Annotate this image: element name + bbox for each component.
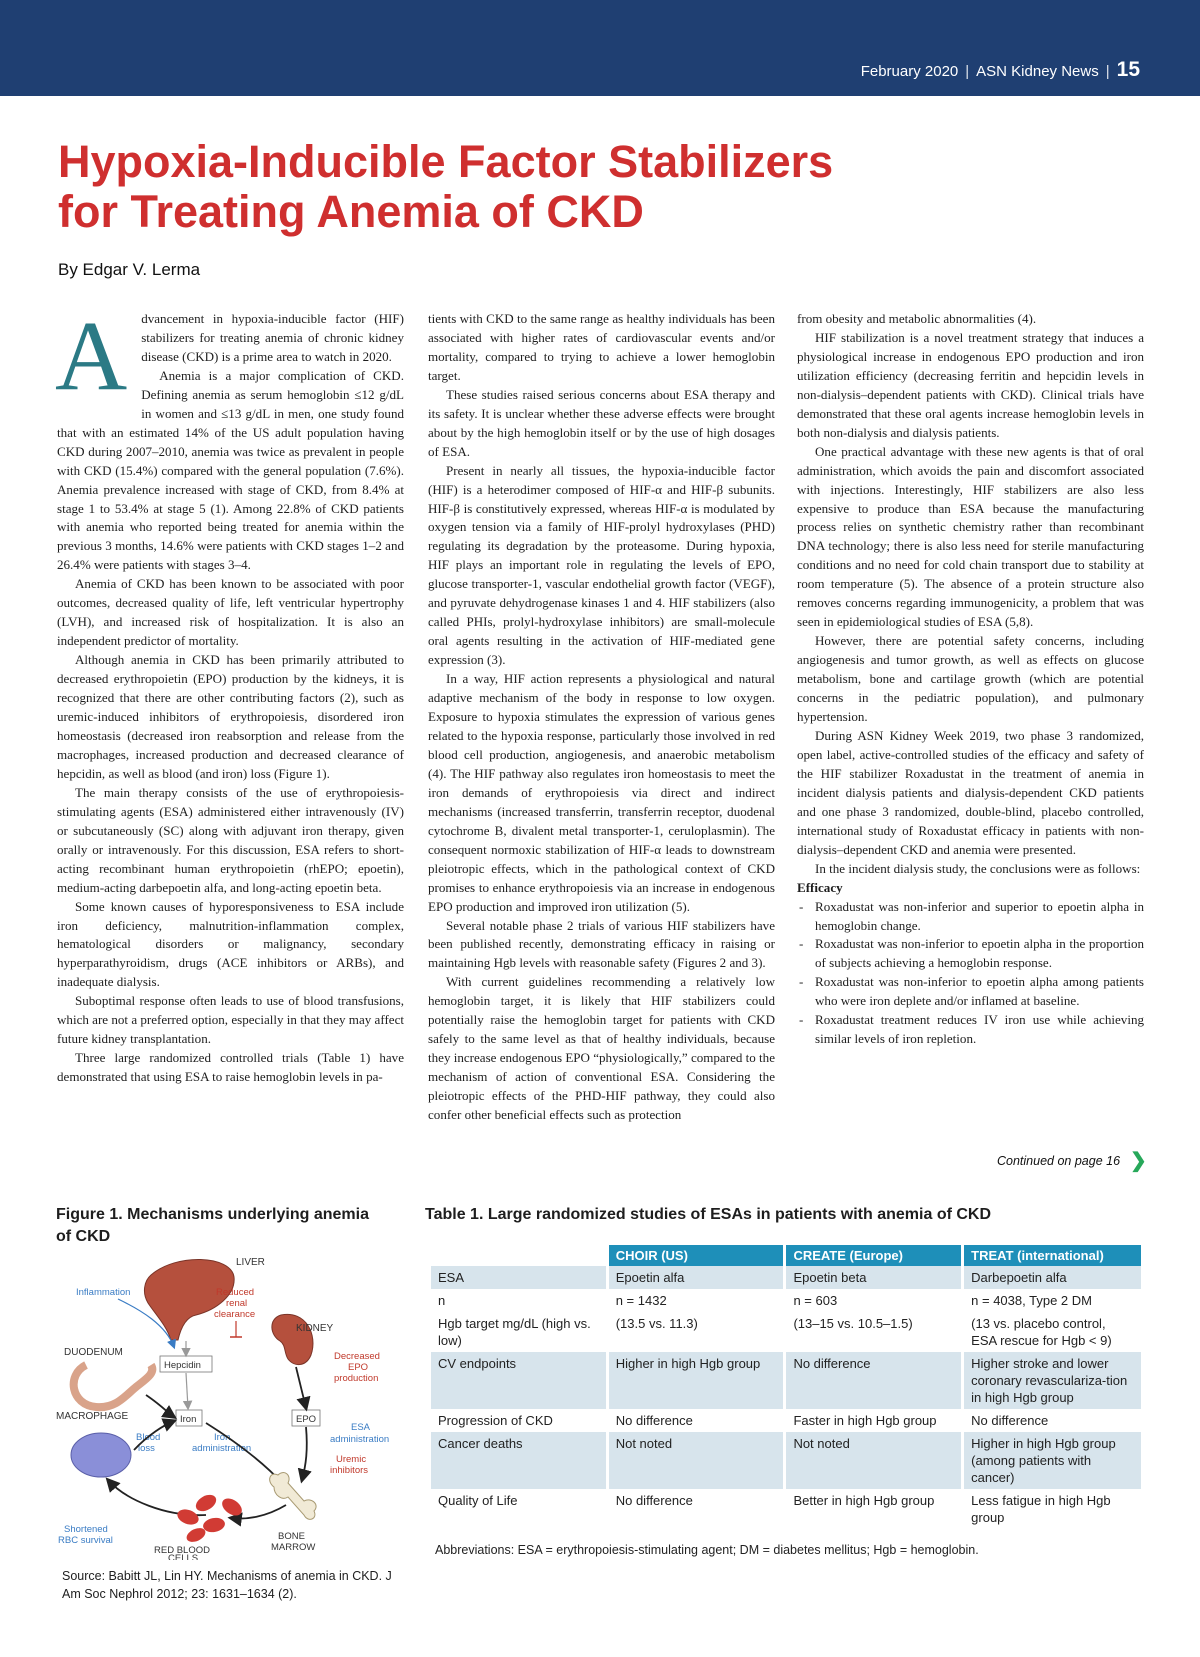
header-date: February 2020 [860, 63, 959, 80]
table-header-cell: CREATE (Europe) [786, 1245, 961, 1266]
cycle-arrow-duodenum-iron [146, 1395, 174, 1417]
macrophage-label: MACROPHAGE [56, 1411, 129, 1422]
liver-shape [144, 1259, 234, 1340]
decreased-epo-label-2: EPO [348, 1362, 369, 1373]
paragraph: Suboptimal response often leads to use of blood transfusions, which are not a preferred option, especially in that they may affect future kidney transplantation. [57, 993, 404, 1047]
esa-admin-label-2: administration [330, 1434, 390, 1445]
paragraph: In the incident dialysis study, the conclusions were as follows: [815, 860, 1141, 876]
table-cell: n = 4038, Type 2 DM [971, 1293, 1092, 1308]
kidney-shape [272, 1314, 313, 1364]
paragraph: Some known causes of hyporesponsiveness to ESA include iron deficiency, malnutrition-inflammation complex, hematological disorders or malignancy, secondary hyperparathyroidism, drugs (ACE inhibitors or ARBs), and inadequate dialysis. [57, 898, 404, 990]
liver-label: LIVER [236, 1257, 265, 1268]
rbc-shape [219, 1495, 245, 1519]
rbc-label-2: CELLS [168, 1553, 199, 1560]
uremic-label-1: Uremic [336, 1454, 367, 1465]
blood-loss-label-1: Blood [136, 1432, 161, 1443]
header-separator: | [965, 63, 970, 80]
table-cell: Progression of CKD [438, 1413, 553, 1428]
drop-cap: A [55, 300, 128, 411]
cycle-arrow-epo-marrow [302, 1427, 307, 1480]
figure-source: Source: Babitt JL, Lin HY. Mechanisms of anemia in CKD. J Am Soc Nephrol 2012; 23: 1631–1634 (2). [62, 1569, 392, 1601]
table-cell: No difference [615, 1493, 693, 1508]
table-row [431, 1489, 1141, 1529]
paragraph: from obesity and metabolic abnormalities (4). [797, 311, 1037, 326]
reduced-renal-label-3: clearance [214, 1309, 256, 1320]
table-cell: No difference [786, 1352, 961, 1409]
rbc-shape [193, 1491, 219, 1514]
blood-loss-label-2: loss [138, 1443, 155, 1454]
table-header-cell: TREAT (international) [964, 1245, 1141, 1266]
paragraph [55, 300, 404, 411]
esa-admin-label-1: ESA [351, 1422, 371, 1433]
list-item: - Roxadustat was non-inferior to epoetin alpha among patients who were iron deplete and/or inflamed at baseline. [797, 973, 1144, 1011]
kidney-label: KIDNEY [296, 1323, 334, 1334]
byline: By Edgar V. Lerma [58, 260, 201, 279]
table-cell: Higher in high Hgb group [609, 1352, 784, 1409]
table-cell: n = 1432 [615, 1293, 667, 1308]
page-number: 15 [1116, 58, 1140, 81]
table-abbreviations: Abbreviations: ESA = erythropoiesis-stimulating agent; DM = diabetes mellitus; Hgb = hemoglobin. [435, 1543, 979, 1557]
paragraph: Although anemia in CKD has been primarily attributed to decreased erythropoietin (EPO) production by the kidneys, it is recognized that there are other contributing factors (2), such as uremic-induced inhibitors of erythropoiesis, disordered iron homeostasis (decreased iron reabsorption and release from the macrophages, increased production and decreased clearance of hepcidin, as well as blood (and iron) loss (Figure 1). [57, 652, 404, 781]
bone-label-1: BONE [278, 1531, 305, 1542]
mechanism-diagram [56, 1255, 426, 1560]
table-caption: Table 1. Large randomized studies of ESAs in patients with anemia of CKD [425, 1206, 992, 1223]
figure-caption: Figure 1. Mechanisms underlying anemia of CKD [56, 1206, 369, 1245]
figure-diagram [56, 1255, 426, 1560]
table-cell: (13–15 vs. 10.5–1.5) [793, 1316, 913, 1331]
paragraph: tients with CKD to the same range as healthy individuals has been associated with higher rates of cardiovascular events and/or mortality, compared to trying to achieve a lower hemoglobin target. [428, 311, 775, 383]
table-header-cell: CHOIR (US) [609, 1245, 784, 1266]
table-cell: Higher stroke and lower coronary revasculariza-tion in high Hgb group [964, 1352, 1141, 1409]
list-item: - Roxadustat treatment reduces IV iron use while achieving similar levels of iron repletion. [797, 1011, 1144, 1049]
table-row [431, 1266, 1141, 1289]
iron-admin-label-1: Iron [214, 1432, 231, 1443]
efficacy-heading: Efficacy [797, 879, 843, 895]
table-cell: Not noted [609, 1432, 784, 1489]
paragraph: Anemia is a major complication of CKD. Defining anemia as serum hemoglobin ≤12 g/dL in women and ≤13 g/dL in men, one study found that with an estimated 14% of the US adult population having CKD during 2007–2010, anemia was twice as prevalent in people with CKD (15.4%) compared with the general population (7.6%). Anemia prevalence increased with stage of CKD, from 8.4% at stage 1 to 53.4% at stage 5 (1). Among 22.8% of CKD patients with anemia who reported being treated for anemia within the previous 3 months, 14.6% were patients with CKD stages 1–2 and 26.4% were patients with stages 3–4. [57, 367, 404, 573]
paragraph: The main therapy consists of the use of erythropoiesis-stimulating agents (ESA) administered either intravenously (IV) or subcutaneously (SC) along with adjuvant iron therapy, given orally or intravenously. For this discussion, ESA refers to short-acting recombinant human erythropoietin (rhEPO; epoetin), medium-acting darbepoetin alfa, and long-acting epoetin beta. [57, 784, 404, 895]
title-line-1: Hypoxia-Inducible Factor Stabilizers [58, 136, 834, 187]
article-title [58, 137, 1058, 237]
list-item: - Roxadustat was non-inferior to epoetin alpha in the proportion of subjects achieving a hemoglobin response. [797, 935, 1144, 973]
table-cell: (13 vs. placebo control, ESA rescue for Hgb < 9) [971, 1316, 1112, 1348]
table-cell: Better in high Hgb group [793, 1493, 935, 1508]
table-cell: (13.5 vs. 11.3) [615, 1316, 698, 1331]
table-row [431, 1409, 1141, 1432]
paragraph: Anemia of CKD has been known to be associated with poor outcomes, decreased quality of life, left ventricular hypertrophy (LVH), and increased risk of hospitalization. It is also an independent predictor of mortality. [57, 576, 404, 649]
paragraph: However, there are potential safety concerns, including angiogenesis and tumor growth, as well as effects on glucose metabolism, bone and cartilage growth (which are potential concerns in the pediatric population), and pulmonary hypertension. [797, 633, 1144, 725]
inflammation-label: Inflammation [76, 1287, 131, 1298]
studies-table [428, 1245, 1144, 1529]
rbc-shape [202, 1516, 226, 1534]
rbc-label-1: RED BLOOD [154, 1545, 210, 1556]
cycle-arrow-kidney-epo [296, 1367, 306, 1408]
table-cell: Not noted [786, 1432, 961, 1489]
list-item: - Roxadustat was non-inferior and superior to epoetin alpha in hemoglobin change. [797, 898, 1144, 936]
table-cell: Less fatigue in high Hgb group [971, 1493, 1111, 1525]
table-row [431, 1289, 1141, 1312]
efficacy-list [797, 898, 1144, 1050]
cycle-arrow-hepcidin-iron [186, 1373, 188, 1408]
duodenum-shape [74, 1365, 153, 1407]
continued-text: Continued on page 16 [997, 1153, 1121, 1168]
table-cell: Darbepoetin alfa [964, 1266, 1141, 1289]
reduced-renal-label-2: renal [226, 1298, 248, 1309]
article-column-2 [428, 310, 775, 1125]
header-separator: | [1105, 63, 1110, 80]
table-row [431, 1432, 1141, 1489]
iron-label: Iron [180, 1414, 197, 1425]
table-cell: CV endpoints [431, 1352, 606, 1409]
decreased-epo-label-3: production [334, 1373, 379, 1384]
macrophage-shape [71, 1433, 131, 1477]
paragraph: Three large randomized controlled trials (Table 1) have demonstrated that using ESA to raise hemoglobin levels in pa- [57, 1050, 404, 1085]
shortened-label-2: RBC survival [58, 1535, 113, 1546]
paragraph: Present in nearly all tissues, the hypoxia-inducible factor (HIF) is a heterodimer composed of HIF-α and HIF-β subunits. HIF-β is constitutively expressed, whereas HIF-α is modulated by oxygen tension via a family of HIF-prolyl hydroxylases (PHD) regulating its degradation by the proteasome. During hypoxia, HIF plays an important role in regulating the levels of EPO, glucose transporter-1, vascular endothelial growth factor (VEGF), and pyruvate dehydrogenase kinases 1 and 4. HIF stabilizers (also called PHIs, prolyl-hydroxylase inhibitors) are small-molecule oral agents resulting in the activation of HIF-mediated gene expression (3). [428, 462, 775, 668]
decreased-epo-label-1: Decreased [334, 1351, 380, 1362]
table-row [431, 1352, 1141, 1409]
reduced-renal-label-1: Reduced [216, 1287, 255, 1298]
paragraph: In a way, HIF action represents a physiological and natural adaptive mechanism of the body in response to low oxygen. Exposure to hypoxia stimulates the expression of various genes related to the hypoxia response, particularly those involved in red blood cell production, angiogenesis, and anaerobic metabolism (4). The HIF pathway also regulates iron homeostasis to meet the iron demands of erythropoiesis via direct and indirect mechanisms (increased transferrin, transferrin receptor, duodenal cytochrome B, divalent metal transporter-1, ceruloplasmin). The consequent normoxic stabilization of HIF-α leads to downstream pleiotropic effects, which in the pathological context of CKD promises to enhance erythropoiesis via an increase in endogenous EPO production and improved iron utilization (5). [428, 671, 775, 914]
shortened-label-1: Shortened [64, 1524, 108, 1535]
paragraph: One practical advantage with these new agents is that of oral administration, which avoids the pain and discomfort associated with injections. Interestingly, HIF stabilizers are also less expensive to produce than ESA because the manufacturing process relies on synthetic chemistry rather than recombinant DNA technology; there is also less need for sterile manufacturing conditions and no need for cold chain transport due to stability at room temperature (5). The absence of a protein structure also removes concerns regarding immunogenicity, a problem that was seen in epidemiological studies of ESA (5,8). [797, 443, 1144, 630]
table-cell: Quality of Life [438, 1493, 518, 1508]
table-cell: Faster in high Hgb group [793, 1413, 937, 1428]
table-row [431, 1312, 1141, 1352]
title-line-2: for Treating Anemia of CKD [58, 186, 644, 237]
paragraph-text: dvancement in hypoxia-inducible factor (HIF) stabilizers for treating anemia of chronic kidney disease (CKD) is a prime area to watch in 2020. [141, 311, 404, 364]
bone-shape [270, 1473, 316, 1520]
table-cell: No difference [971, 1413, 1049, 1428]
cycle-arrow-rbc-macrophage [108, 1480, 206, 1515]
duodenum-label: DUODENUM [64, 1347, 123, 1358]
paragraph: With current guidelines recommending a relatively low hemoglobin target, it is likely that HIF stabilizers could potentially raise the hemoglobin target for patients with CKD safely to the same level as that of healthy individuals, because they increase endogenous EPO “physiologically,” compared to the mechanism of action of conventional ESA. Considering the pleiotropic effects of the PHD-HIF pathway, they could also confer other beneficial effects such as protection [428, 974, 775, 1123]
paragraph: During ASN Kidney Week 2019, two phase 3 randomized, open label, active-controlled studies of the efficacy and safety of the HIF stabilizer Roxadustat in the treatment of anemia in incident dialysis patients and dialysis-dependent CKD patients and one phase 3 randomized, double-blind, placebo controlled, international study of Roxadustat efficacy in patients with non-dialysis–dependent CKD and anemia were presented. [797, 727, 1144, 857]
iron-admin-label-2: administration [192, 1443, 252, 1454]
epo-label: EPO [296, 1414, 317, 1425]
table-cell: Epoetin beta [786, 1266, 961, 1289]
table-cell: Cancer deaths [431, 1432, 606, 1489]
paragraph: These studies raised serious concerns about ESA therapy and its safety. It is unclear whether these adverse effects were brought about by the high hemoglobin itself or by the use of high dosages of ESA. [428, 386, 775, 459]
table-cell: ESA [431, 1266, 606, 1289]
table-header-row [431, 1245, 1141, 1266]
paragraph: HIF stabilization is a novel treatment strategy that induces a physiological increase in endogenous EPO production and iron utilization efficiency (decreasing ferritin and hepcidin levels in non-dialysis–dependent patients with CKD). Clinical trials have demonstrated that these oral agents increase hemoglobin levels in both non-dialysis and dialysis patients. [797, 329, 1144, 440]
chevron-right-icon: ❯ [1130, 1150, 1147, 1172]
table-cell: Hgb target mg/dL (high vs. low) [438, 1316, 591, 1348]
table-cell: No difference [615, 1413, 693, 1428]
rbc-shape [175, 1507, 200, 1528]
article-column-1 [55, 300, 404, 1087]
table-header-cell [431, 1245, 606, 1266]
table-cell: n = 603 [793, 1293, 838, 1308]
header-publication: ASN Kidney News [976, 63, 1099, 80]
hepcidin-label: Hepcidin [164, 1360, 201, 1371]
bone-label-2: MARROW [271, 1542, 316, 1553]
table-cell: n [438, 1293, 446, 1308]
paragraph: Several notable phase 2 trials of various HIF stabilizers have been published recently, demonstrating efficacy in raising or maintaining Hgb levels with reasonable safety (Figures 2 and 3). [428, 917, 775, 971]
continued-link[interactable] [997, 1148, 1147, 1173]
header-info [861, 58, 1140, 82]
article-column-3 [797, 310, 1144, 1049]
table-cell: Higher in high Hgb group (among patients with cancer) [964, 1432, 1141, 1489]
table-cell: Epoetin alfa [609, 1266, 784, 1289]
uremic-label-2: inhibitors [330, 1465, 369, 1476]
